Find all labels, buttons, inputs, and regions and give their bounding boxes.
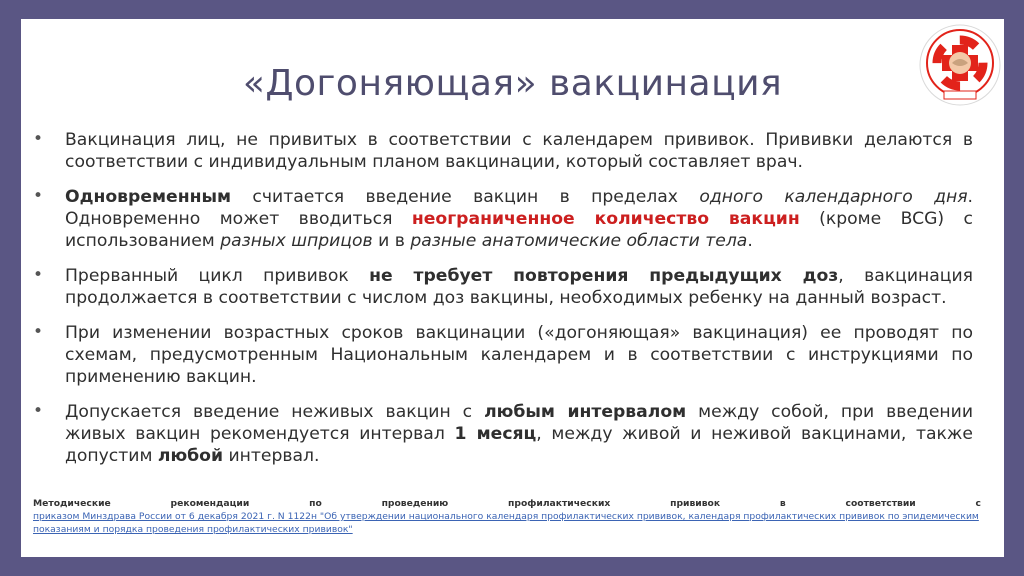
bullet-item: • Допускается введение неживых вакцин с любым интервалом между собой, при введении живых вакцин рекомендуется интервал 1 месяц, между живой и неживой вакцинами, также допустим любой интервал.	[33, 401, 973, 466]
footer-text: Методические рекомендации по проведению профилактических прививок в соответствии с	[33, 498, 981, 509]
bullet-dot-icon: •	[33, 401, 44, 421]
bullet-dot-icon: •	[33, 129, 44, 149]
bullet-item: • Одновременным считается введение вакцин в пределах одного календарного дня. Одновременно может вводиться неограниченное количество вакцин (кроме BCG) с использованием разных шприцов и в разные анатомические области тела.	[33, 186, 974, 251]
red-cross-lifebuoy-logo	[918, 23, 1002, 107]
bullet-dot-icon: •	[33, 186, 44, 206]
bullet-item: • Прерванный цикл прививок не требует повторения предыдущих доз, вакцинация продолжается в соответствии с числом доз вакцины, необходимых ребенку на данный возраст.	[33, 265, 974, 308]
bullet-dot-icon: •	[33, 265, 44, 285]
bullet-dot-icon: •	[33, 322, 44, 342]
bullet-list	[33, 129, 973, 480]
slide	[21, 19, 1004, 557]
slide-title: «Догоняющая» вакцинация	[242, 63, 783, 104]
order-link[interactable]: приказом Минздрава России от 6 декабря 2021 г. N 1122н "Об утверждении национального календаря профилактических прививок, календаря профилактических прививок по эпидемическим показаниям и порядка проведения профилактических прививок"	[33, 511, 979, 535]
footer-reference	[33, 497, 981, 536]
bullet-item: • Вакцинация лиц, не привитых в соответствии с календарем прививок. Прививки делаются в соответствии с индивидуальным планом вакцинации, который составляет врач.	[33, 129, 973, 172]
bullet-item: • При изменении возрастных сроков вакцинации («догоняющая» вакцинация) ее проводят по схемам, предусмотренным Национальным календарем и в соответствии с инструкциями по применению вакцин.	[33, 322, 973, 387]
